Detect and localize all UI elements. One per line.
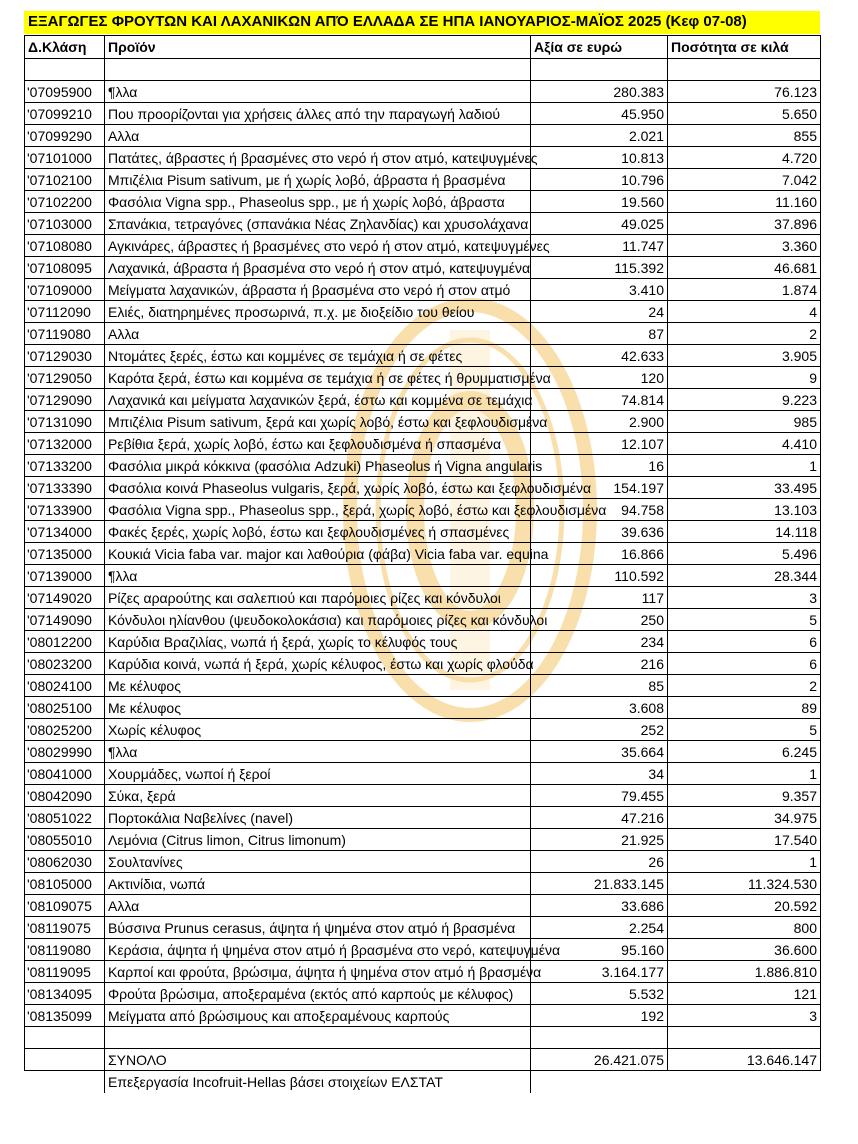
code-cell: '07133900 [25,499,105,521]
quantity-cell: 800 [668,917,821,939]
table-row [25,1005,821,1027]
value-cell: 39.636 [531,521,668,543]
value-cell: 94.758 [531,499,668,521]
title-bar [24,11,820,34]
value-cell: 10.796 [531,169,668,191]
product-cell: Λαχανικά και μείγματα λαχανικών ξερά, έστω και κομμένα σε τεμάχια [105,389,531,411]
value-cell: 110.592 [531,565,668,587]
value-cell: 47.216 [531,807,668,829]
product-cell: Λεμόνια (Citrus limon, Citrus limonum) [105,829,531,851]
product-cell: Κόνδυλοι ηλίανθου (ψευδοκολοκάσια) και παρόμοιες ρίζες και κόνδυλοι [105,609,531,631]
value-cell: 45.950 [531,103,668,125]
quantity-cell: 3 [668,587,821,609]
quantity-cell: 6 [668,653,821,675]
value-cell: 16 [531,455,668,477]
code-cell: '08105000 [25,873,105,895]
table-row [25,543,821,565]
product-cell: Ρίζες αραρούτης και σαλεπιού και παρόμοιες ρίζες και κόνδυλοι [105,587,531,609]
code-cell: '07108095 [25,257,105,279]
product-cell: Αγκινάρες, άβραστες ή βρασμένες στο νερό ή στον ατμό, κατεψυγμένες [105,235,531,257]
product-cell: Κουκιά Vicia faba var. major και λαθούρια (φάβα) Vicia faba var. equina [105,543,531,565]
quantity-cell: 14.118 [668,521,821,543]
value-cell: 85 [531,675,668,697]
value-cell: 26 [531,851,668,873]
value-cell: 49.025 [531,213,668,235]
table-row [25,279,821,301]
product-cell: Καρποί και φρούτα, βρώσιμα, άψητα ή ψημένα στον ατμό ή βρασμένα [105,961,531,983]
quantity-cell: 855 [668,125,821,147]
code-cell: '08023200 [25,653,105,675]
code-cell: '08025200 [25,719,105,741]
value-cell: 12.107 [531,433,668,455]
code-cell: '07112090 [25,301,105,323]
quantity-cell: 13.103 [668,499,821,521]
value-cell: 74.814 [531,389,668,411]
product-cell: Χωρίς κέλυφος [105,719,531,741]
value-cell: 216 [531,653,668,675]
product-cell: Αλλα [105,323,531,345]
table-row [25,851,821,873]
column-header-code: Δ.Κλάση [25,36,105,59]
code-cell: '07101000 [25,147,105,169]
table-row [25,499,821,521]
quantity-cell: 36.600 [668,939,821,961]
product-cell: Καρύδια κοινά, νωπά ή ξερά, χωρίς κέλυφος, έστω και χωρίς φλούδα [105,653,531,675]
quantity-cell: 6 [668,631,821,653]
quantity-cell: 7.042 [668,169,821,191]
product-cell: Καρύδια Βραζιλίας, νωπά ή ξερά, χωρίς το κέλυφός τους [105,631,531,653]
total-row [25,1049,821,1071]
table-row [25,917,821,939]
quantity-cell: 5 [668,609,821,631]
table-row [25,829,821,851]
quantity-cell: 76.123 [668,81,821,103]
value-cell: 154.197 [531,477,668,499]
table-row [25,983,821,1005]
total-value: 26.421.075 [531,1049,668,1071]
table-row [25,455,821,477]
value-cell: 35.664 [531,741,668,763]
table-row [25,939,821,961]
table-row [25,235,821,257]
product-cell: Φρούτα βρώσιμα, αποξεραμένα (εκτός από καρπούς με κέλυφος) [105,983,531,1005]
product-cell: Φασόλια μικρά κόκκινα (φασόλια Adzuki) Phaseolus ή Vigna angularis [105,455,531,477]
product-cell: Μείγματα λαχανικών, άβραστα ή βρασμένα στο νερό ή στον ατμό [105,279,531,301]
product-cell: Σύκα, ξερά [105,785,531,807]
code-cell: '08062030 [25,851,105,873]
code-cell: '07102100 [25,169,105,191]
total-label: ΣΥΝΟΛΟ [105,1049,531,1071]
code-cell: '07139000 [25,565,105,587]
quantity-cell: 46.681 [668,257,821,279]
table-row [25,521,821,543]
value-cell: 21.833.145 [531,873,668,895]
code-cell: '07108080 [25,235,105,257]
table-row [25,169,821,191]
value-cell: 24 [531,301,668,323]
table-row [25,763,821,785]
table-row [25,807,821,829]
quantity-cell: 3 [668,1005,821,1027]
quantity-cell: 1.874 [668,279,821,301]
code-cell: '08041000 [25,763,105,785]
code-cell: '08135099 [25,1005,105,1027]
value-cell: 87 [531,323,668,345]
product-cell: ¶λλα [105,565,531,587]
quantity-cell: 9 [668,367,821,389]
product-cell: Με κέλυφος [105,697,531,719]
table-row [25,565,821,587]
table-row [25,213,821,235]
product-cell: Φασόλια κοινά Phaseolus vulgaris, ξερά, χωρίς λοβό, έστω και ξεφλουδισμένα [105,477,531,499]
table-row [25,301,821,323]
code-cell: '08119095 [25,961,105,983]
code-cell: '08119080 [25,939,105,961]
product-cell: Χουρμάδες, νωποί ή ξεροί [105,763,531,785]
page-title: ΕΞΑΓΩΓΕΣ ΦΡΟΥΤΩΝ ΚΑΙ ΛΑΧΑΝΙΚΩΝ ΑΠΌ ΕΛΛΑΔΑ ΣΕ ΗΠΑ ΙΑΝΟΥΑΡΙΟΣ-ΜΑΪΟΣ 2025 (Κεφ 07-08) [28,13,747,30]
table-row [25,741,821,763]
table-row [25,675,821,697]
blank-row [25,59,821,81]
product-cell: Αλλα [105,125,531,147]
quantity-cell: 5 [668,719,821,741]
table-row [25,697,821,719]
code-cell: '08024100 [25,675,105,697]
table-row [25,477,821,499]
product-cell: Ελιές, διατηρημένες προσωρινά, π.χ. με διοξείδιο του θείου [105,301,531,323]
table-row [25,631,821,653]
product-cell: Αλλα [105,895,531,917]
code-cell: '08042090 [25,785,105,807]
product-cell: Κεράσια, άψητα ή ψημένα στον ατμό ή βρασμένα στο νερό, κατεψυγμένα [105,939,531,961]
code-cell: '07102200 [25,191,105,213]
value-cell: 10.813 [531,147,668,169]
product-cell: ¶λλα [105,81,531,103]
code-cell: '07149090 [25,609,105,631]
code-cell: '07135000 [25,543,105,565]
value-cell: 19.560 [531,191,668,213]
quantity-cell: 985 [668,411,821,433]
code-cell: '08119075 [25,917,105,939]
quantity-cell: 5.496 [668,543,821,565]
value-cell: 95.160 [531,939,668,961]
quantity-cell: 4.720 [668,147,821,169]
quantity-cell: 1.886.810 [668,961,821,983]
code-cell: '08109075 [25,895,105,917]
value-cell: 21.925 [531,829,668,851]
quantity-cell: 89 [668,697,821,719]
table-row [25,433,821,455]
product-cell: Φασόλια Vigna spp., Phaseolus spp., ξερά, χωρίς λοβό, έστω και ξεφλουδισμένα [105,499,531,521]
value-cell: 3.608 [531,697,668,719]
quantity-cell: 3.360 [668,235,821,257]
quantity-cell: 5.650 [668,103,821,125]
header-row [25,36,821,59]
value-cell: 280.383 [531,81,668,103]
table-row [25,587,821,609]
value-cell: 234 [531,631,668,653]
value-cell: 11.747 [531,235,668,257]
exports-table [24,35,821,1093]
value-cell: 3.410 [531,279,668,301]
product-cell: Ακτινίδια, νωπά [105,873,531,895]
code-cell: '07095900 [25,81,105,103]
quantity-cell: 4.410 [668,433,821,455]
table-row [25,81,821,103]
code-cell: '08025100 [25,697,105,719]
source-note: Επεξεργασία Incofruit-Hellas βάσει στοιχείων ΕΛΣΤΑΤ [105,1071,531,1093]
total-quantity: 13.646.147 [668,1049,821,1071]
code-cell: '07149020 [25,587,105,609]
code-cell: '07133390 [25,477,105,499]
value-cell: 5.532 [531,983,668,1005]
quantity-cell: 1 [668,763,821,785]
quantity-cell: 17.540 [668,829,821,851]
table-row [25,257,821,279]
column-header-product: Προϊόν [105,36,531,59]
quantity-cell: 2 [668,323,821,345]
table-row [25,345,821,367]
product-cell: Λαχανικά, άβραστα ή βρασμένα στο νερό ή στον ατμό, κατεψυγμένα [105,257,531,279]
quantity-cell: 34.975 [668,807,821,829]
table-row [25,191,821,213]
table-row [25,125,821,147]
code-cell: '07103000 [25,213,105,235]
quantity-cell: 2 [668,675,821,697]
quantity-cell: 1 [668,851,821,873]
quantity-cell: 9.223 [668,389,821,411]
code-cell: '07131090 [25,411,105,433]
product-cell: Φακές ξερές, χωρίς λοβό, έστω και ξεφλουδισμένες ή σπασμένες [105,521,531,543]
quantity-cell: 11.324.530 [668,873,821,895]
table-row [25,719,821,741]
code-cell: '08029990 [25,741,105,763]
table-row [25,323,821,345]
code-cell: '08055010 [25,829,105,851]
table-row [25,389,821,411]
code-cell: '08012200 [25,631,105,653]
table-row [25,147,821,169]
value-cell: 42.633 [531,345,668,367]
code-cell: '07132000 [25,433,105,455]
quantity-cell: 6.245 [668,741,821,763]
quantity-cell: 37.896 [668,213,821,235]
quantity-cell: 121 [668,983,821,1005]
value-cell: 2.254 [531,917,668,939]
product-cell: Πορτοκάλια Ναβελίνες (navel) [105,807,531,829]
value-cell: 16.866 [531,543,668,565]
table-row [25,609,821,631]
value-cell: 192 [531,1005,668,1027]
code-cell: '07133200 [25,455,105,477]
code-cell: '07129030 [25,345,105,367]
value-cell: 2.021 [531,125,668,147]
product-cell: Βύσσινα Prunus cerasus, άψητα ή ψημένα στον ατμό ή βρασμένα [105,917,531,939]
quantity-cell: 3.905 [668,345,821,367]
product-cell: Καρότα ξερά, έστω και κομμένα σε τεμάχια ή σε φέτες ή θρυμματισμένα [105,367,531,389]
table-row [25,961,821,983]
value-cell: 79.455 [531,785,668,807]
value-cell: 3.164.177 [531,961,668,983]
product-cell: Σπανάκια, τετραγόνες (σπανάκια Νέας Ζηλανδίας) και χρυσολάχανα [105,213,531,235]
product-cell: Με κέλυφος [105,675,531,697]
quantity-cell: 28.344 [668,565,821,587]
value-cell: 250 [531,609,668,631]
code-cell: '07119080 [25,323,105,345]
code-cell: '08134095 [25,983,105,1005]
value-cell: 117 [531,587,668,609]
table-row [25,411,821,433]
value-cell: 115.392 [531,257,668,279]
value-cell: 2.900 [531,411,668,433]
quantity-cell: 33.495 [668,477,821,499]
product-cell: Πατάτες, άβραστες ή βρασμένες στο νερό ή στον ατμό, κατεψυγμένες [105,147,531,169]
column-header-quantity: Ποσότητα σε κιλά [668,36,821,59]
code-cell: '07109000 [25,279,105,301]
product-cell: Ντομάτες ξερές, έστω και κομμένες σε τεμάχια ή σε φέτες [105,345,531,367]
product-cell: Ρεβίθια ξερά, χωρίς λοβό, έστω και ξεφλουδισμένα ή σπασμένα [105,433,531,455]
product-cell: Σουλτανίνες [105,851,531,873]
product-cell: Μπιζέλια Pisum sativum, ξερά και χωρίς λοβό, έστω και ξεφλουδισμένα [105,411,531,433]
source-row [25,1071,821,1093]
quantity-cell: 1 [668,455,821,477]
blank-row [25,1027,821,1049]
code-cell: '07129090 [25,389,105,411]
table-row [25,873,821,895]
quantity-cell: 11.160 [668,191,821,213]
quantity-cell: 4 [668,301,821,323]
code-cell: '07129050 [25,367,105,389]
quantity-cell: 9.357 [668,785,821,807]
product-cell: Που προορίζονται για χρήσεις άλλες από την παραγωγή λαδιού [105,103,531,125]
table-row [25,785,821,807]
product-cell: Μπιζέλια Pisum sativum, με ή χωρίς λοβό, άβραστα ή βρασμένα [105,169,531,191]
table-row [25,895,821,917]
product-cell: Φασόλια Vigna spp., Phaseolus spp., με ή χωρίς λοβό, άβραστα [105,191,531,213]
value-cell: 120 [531,367,668,389]
quantity-cell: 20.592 [668,895,821,917]
value-cell: 34 [531,763,668,785]
table-row [25,103,821,125]
product-cell: Μείγματα από βρώσιμους και αποξεραμένους καρπούς [105,1005,531,1027]
product-cell: ¶λλα [105,741,531,763]
value-cell: 33.686 [531,895,668,917]
value-cell: 252 [531,719,668,741]
code-cell: '07099210 [25,103,105,125]
table-row [25,367,821,389]
column-header-value: Αξία σε ευρώ [531,36,668,59]
code-cell: '08051022 [25,807,105,829]
table-row [25,653,821,675]
code-cell: '07134000 [25,521,105,543]
code-cell: '07099290 [25,125,105,147]
